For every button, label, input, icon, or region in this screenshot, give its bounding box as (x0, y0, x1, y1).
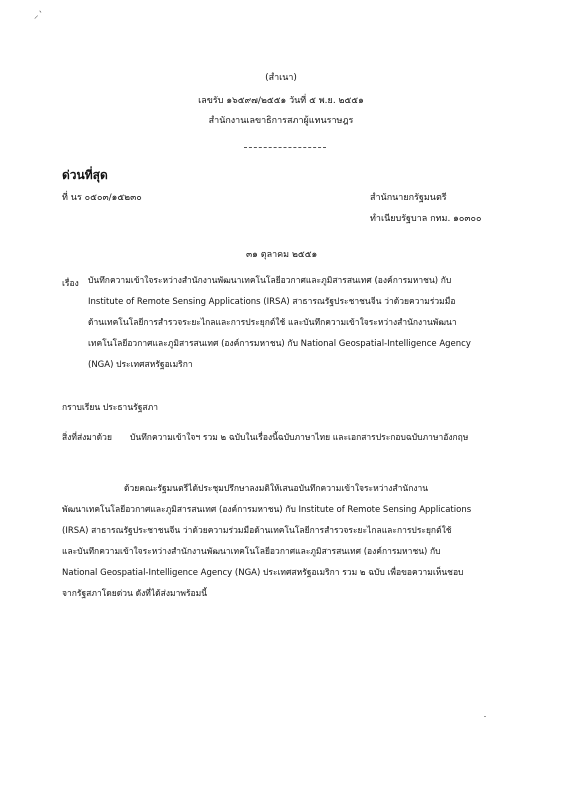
body-line: (IRSA) สาธารณรัฐประชาชนจีน ว่าด้วยความร่วมมือด้านเทคโนโลยีการสำรวจระยะไกลและการประยุกต์ใช้ (62, 526, 452, 536)
subject-line: Institute of Remote Sensing Applications (IRSA) สาธารณรัฐประชาชนจีน ว่าด้วยความร่วมมือ (88, 297, 456, 307)
subject-line: (NGA) ประเทศสหรัฐอเมริกา (88, 360, 193, 370)
sender-address: ทำเนียบรัฐบาล กทม. ๑๐๓๐๐ (370, 214, 482, 224)
copy-label: (สำเนา) (265, 73, 297, 83)
body-line: และบันทึกความเข้าใจระหว่างสำนักงานพัฒนาเทคโนโลยีอวกาศและภูมิสารสนเทศ (องค์การมหาชน) กับ (62, 547, 441, 557)
speck (484, 716, 486, 717)
subject-text (88, 271, 471, 376)
body-paragraph (62, 479, 471, 605)
body-line: ด้วยคณะรัฐมนตรีได้ประชุมปรึกษาลงมติให้เสนอบันทึกความเข้าใจระหว่างสำนักงาน (124, 484, 429, 494)
enclosure-text: บันทึกความเข้าใจฯ รวม ๒ ฉบับในเรื่องนี้ฉบับภาษาไทย และเอกสารประกอบฉบับภาษาอังกฤษ (130, 433, 469, 443)
body-line: จากรัฐสภาโดยด่วน ดังที่ได้ส่งมาพร้อมนี้ (62, 589, 208, 599)
salutation: กราบเรียน ประธานรัฐสภา (62, 403, 158, 413)
subject-line: บันทึกความเข้าใจระหว่างสำนักงานพัฒนาเทคโนโลยีอวกาศและภูมิสารสนเทศ (องค์การมหาชน) กับ (88, 276, 452, 286)
body-line: National Geospatial-Intelligence Agency (NGA) ประเทศสหรัฐอเมริกา รวม ๒ ฉบับ เพื่อขอความเห็นชอบ (62, 568, 464, 578)
subject-label: เรื่อง (62, 279, 79, 289)
subject-line: เทคโนโลยีอวกาศและภูมิสารสนเทศ (องค์การมหาชน) กับ National Geospatial-Intelligence Agency (88, 339, 471, 349)
receipt-line: เลขรับ ๑๖๕๙๗/๒๕๕๑ วันที่ ๕ พ.ย. ๒๕๕๑ (198, 96, 364, 106)
document-date: ๓๑ ตุลาคม ๒๕๕๑ (246, 250, 318, 260)
office-name: สำนักงานเลขาธิการสภาผู้แทนราษฎร (208, 116, 354, 126)
enclosure-label: สิ่งที่ส่งมาด้วย (62, 433, 112, 443)
document-number: ที่ นร ๐๕๐๓/๑๕๒๓๐ (62, 193, 142, 203)
urgency-label: ด่วนที่สุด (62, 168, 108, 182)
sender-name: สำนักนายกรัฐมนตรี (370, 193, 447, 203)
body-line: พัฒนาเทคโนโลยีอวกาศและภูมิสารสนเทศ (องค์การมหาชน) กับ Institute of Remote Sensing Applications (62, 505, 472, 515)
divider (244, 147, 326, 148)
pen-mark: ⸝ˋ (34, 11, 44, 21)
subject-line: ด้านเทคโนโลยีการสำรวจระยะไกลและการประยุกต์ใช้ และบันทึกความเข้าใจระหว่างสำนักงานพัฒนา (88, 318, 457, 328)
